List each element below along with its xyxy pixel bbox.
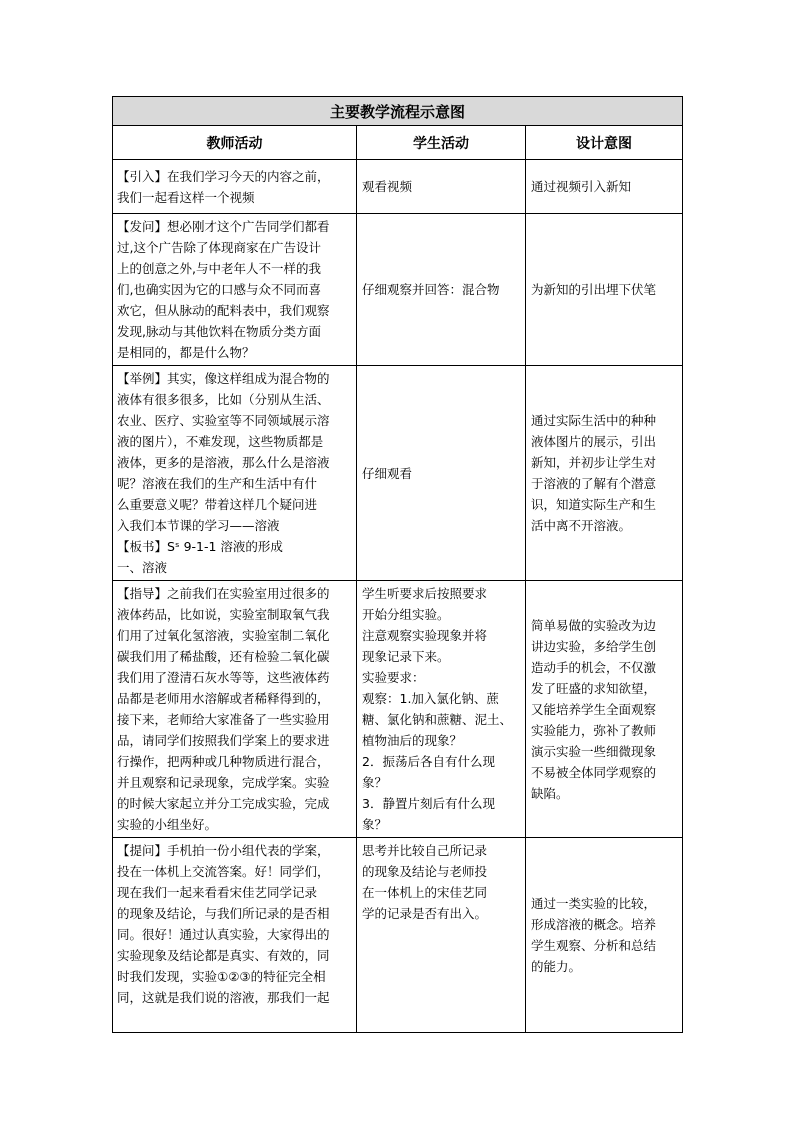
header-student-activity: 学生活动 [357,126,526,160]
student-activity-cell: 学生听要求后按照要求 开始分组实验。 注意观察实验现象并将 现象记录下来。 实验要求： 观察：1.加入氯化钠、蔗 糖、氯化钠和蔗糖、泥土、 植物油后的现象？ 2．振荡后各自有什么现 象？ 3．静置片刻后有什么现 象？ [362,586,513,832]
header-teacher-activity: 教师活动 [113,126,357,160]
teaching-flow-table [112,96,683,1033]
student-activity-cell: 思考并比较自己所记录 的现象及结论与老师投 在一体机上的宋佳艺同 学的记录是否有出入。 [362,843,488,921]
table-row [113,214,683,366]
student-activity-cell: 仔细观察并回答：混合物 [362,282,500,297]
table-row [113,160,683,214]
table-row [113,366,683,581]
design-intent-cell: 通过实际生活中的种种 液体图片的展示，引出 新知，并初步让学生对 于溶液的了解有个潜意 识，知道实际生产和生 活中离不开溶液。 [531,413,657,533]
design-intent-cell: 通过一类实验的比较， 形成溶液的概念。培养 学生观察、分析和总结 的能力。 [531,896,657,974]
teacher-activity-cell: 【提问】手机拍一份小组代表的学案， 投在一体机上交流答案。好！同学们， 现在我们一起来看看宋佳艺同学记录 的现象及结论，与我们所记录的是否相 同。很好！通过认真实验，大家得出的 实验现象及结论都是真实、有效的，同 时我们发现，实验①②③的特征完全相 同，这就是我们说的溶液，那我们一起 [117,843,330,1005]
teacher-activity-cell: 【指导】之前我们在实验室用过很多的 液体药品，比如说，实验室制取氧气我 们用了过氧化氢溶液，实验室制二氧化 碳我们用了稀盐酸，还有检验二氧化碳 我们用了澄清石灰水等等，这些液体药 品都是老师用水溶解或者稀释得到的， 接下来，老师给大家准备了一些实验用 品，请同学们按照我们学案上的要求进 行操作，把两种或几种物质进行混合， 并且观察和记录现象，完成学案。实验 的时候大家起立并分工完成实验，完成 实验的小组坐好。 [117,586,330,832]
teacher-activity-cell: 【引入】在我们学习今天的内容之前， 我们一起看这样一个视频 [117,168,330,205]
table-row [113,581,683,838]
student-activity-cell: 仔细观看 [362,465,413,481]
design-intent-cell: 简单易做的实验改为边 讲边实验，多给学生创 造动手的机会，不仅激 发了旺盛的求知欲望， 又能培养学生全面观察 实验能力，弥补了教师 演示实验一些细微现象 不易被全体同学观察的 缺陷。 [531,617,657,801]
student-activity-cell: 观看视频 [362,179,413,194]
table-title: 主要教学流程示意图 [113,97,683,126]
header-design-intent: 设计意图 [526,126,683,160]
design-intent-cell: 通过视频引入新知 [531,179,632,194]
design-intent-cell: 为新知的引出埋下伏笔 [531,282,657,297]
table-row [113,838,683,1033]
teacher-activity-cell: 【发问】想必刚才这个广告同学们都看 过,这个广告除了体现商家在广告设计 上的创意之外,与中老年人不一样的我 们,也确实因为它的口感与众不同而喜 欢它，但从脉动的配料表中，我们观察 发现,脉动与其他饮料在物质分类方面 是相同的，都是什么物？ [117,219,330,360]
teacher-activity-cell: 【举例】其实，像这样组成为混合物的 液体有很多很多，比如（分别从生活、 农业、医疗、实验室等不同领域展示溶 液的图片），不难发现，这些物质都是 液体，更多的是溶液，那么什么是溶液 呢？溶液在我们的生产和生活中有什 么重要意义呢？带着这样几个疑问进 入我们本节课的学习——溶液 【板书】Sˢ 9-1-1 溶液的形成 一、溶液 [117,371,330,575]
